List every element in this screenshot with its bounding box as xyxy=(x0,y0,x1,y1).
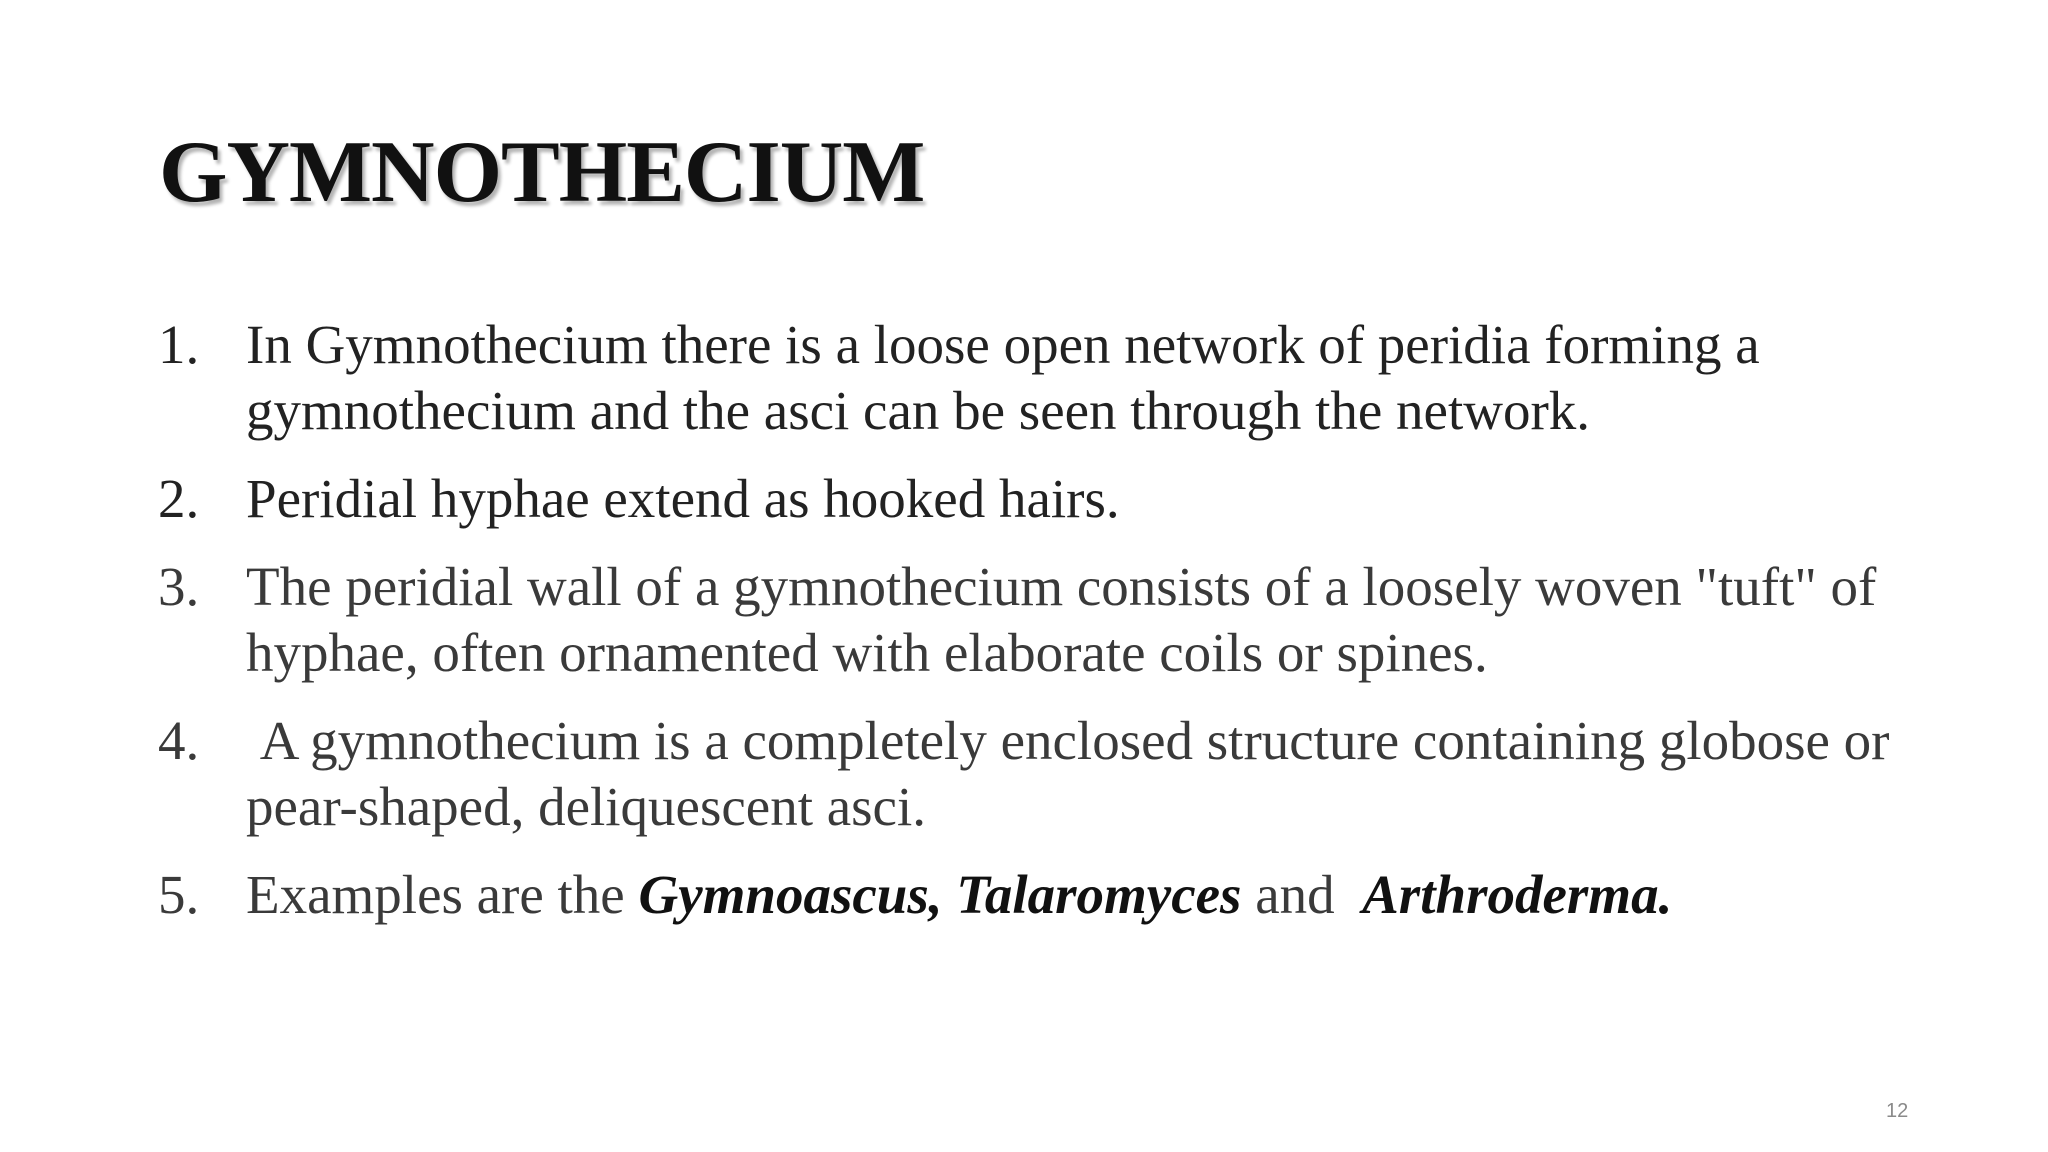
list-item-text: In Gymnothecium there is a loose open network of peridia forming a gymnothecium and the asci can be seen through the network. xyxy=(246,314,1760,441)
list-item-text: The peridial wall of a gymnothecium consists of a loosely woven "tuft" of hyphae, often ornamented with elaborate coils or spines. xyxy=(246,556,1877,683)
list-item-number: 2. xyxy=(158,468,200,529)
list-item-number: 3. xyxy=(158,556,200,617)
list-item-number: 4. xyxy=(158,710,200,771)
slide-title: GYMNOTHECIUM xyxy=(159,124,925,221)
list-item xyxy=(158,312,1918,444)
examples-prefix: Examples are the xyxy=(246,864,639,925)
species-gymnoascus: Gymnoascus xyxy=(638,864,929,925)
examples-end: . xyxy=(1658,864,1673,925)
page-number: 12 xyxy=(1886,1100,1909,1122)
bullet-list xyxy=(158,312,1918,950)
list-item-number: 1. xyxy=(158,314,200,375)
list-item xyxy=(158,466,1918,532)
species-arthroderma: Arthroderma xyxy=(1362,864,1659,925)
list-item xyxy=(158,708,1918,840)
list-item-text: Peridial hyphae extend as hooked hairs. xyxy=(246,468,1120,529)
species-talaromyces: Talaromyces xyxy=(956,864,1242,925)
list-item-number: 5. xyxy=(158,864,200,925)
list-item-examples xyxy=(158,862,1918,928)
list-item xyxy=(158,554,1918,686)
list-item-text: A gymnothecium is a completely enclosed structure containing globose or pear-shaped, deliquescent asci. xyxy=(246,710,1904,837)
examples-conjunction: and xyxy=(1241,864,1363,925)
examples-comma: , xyxy=(928,864,957,925)
